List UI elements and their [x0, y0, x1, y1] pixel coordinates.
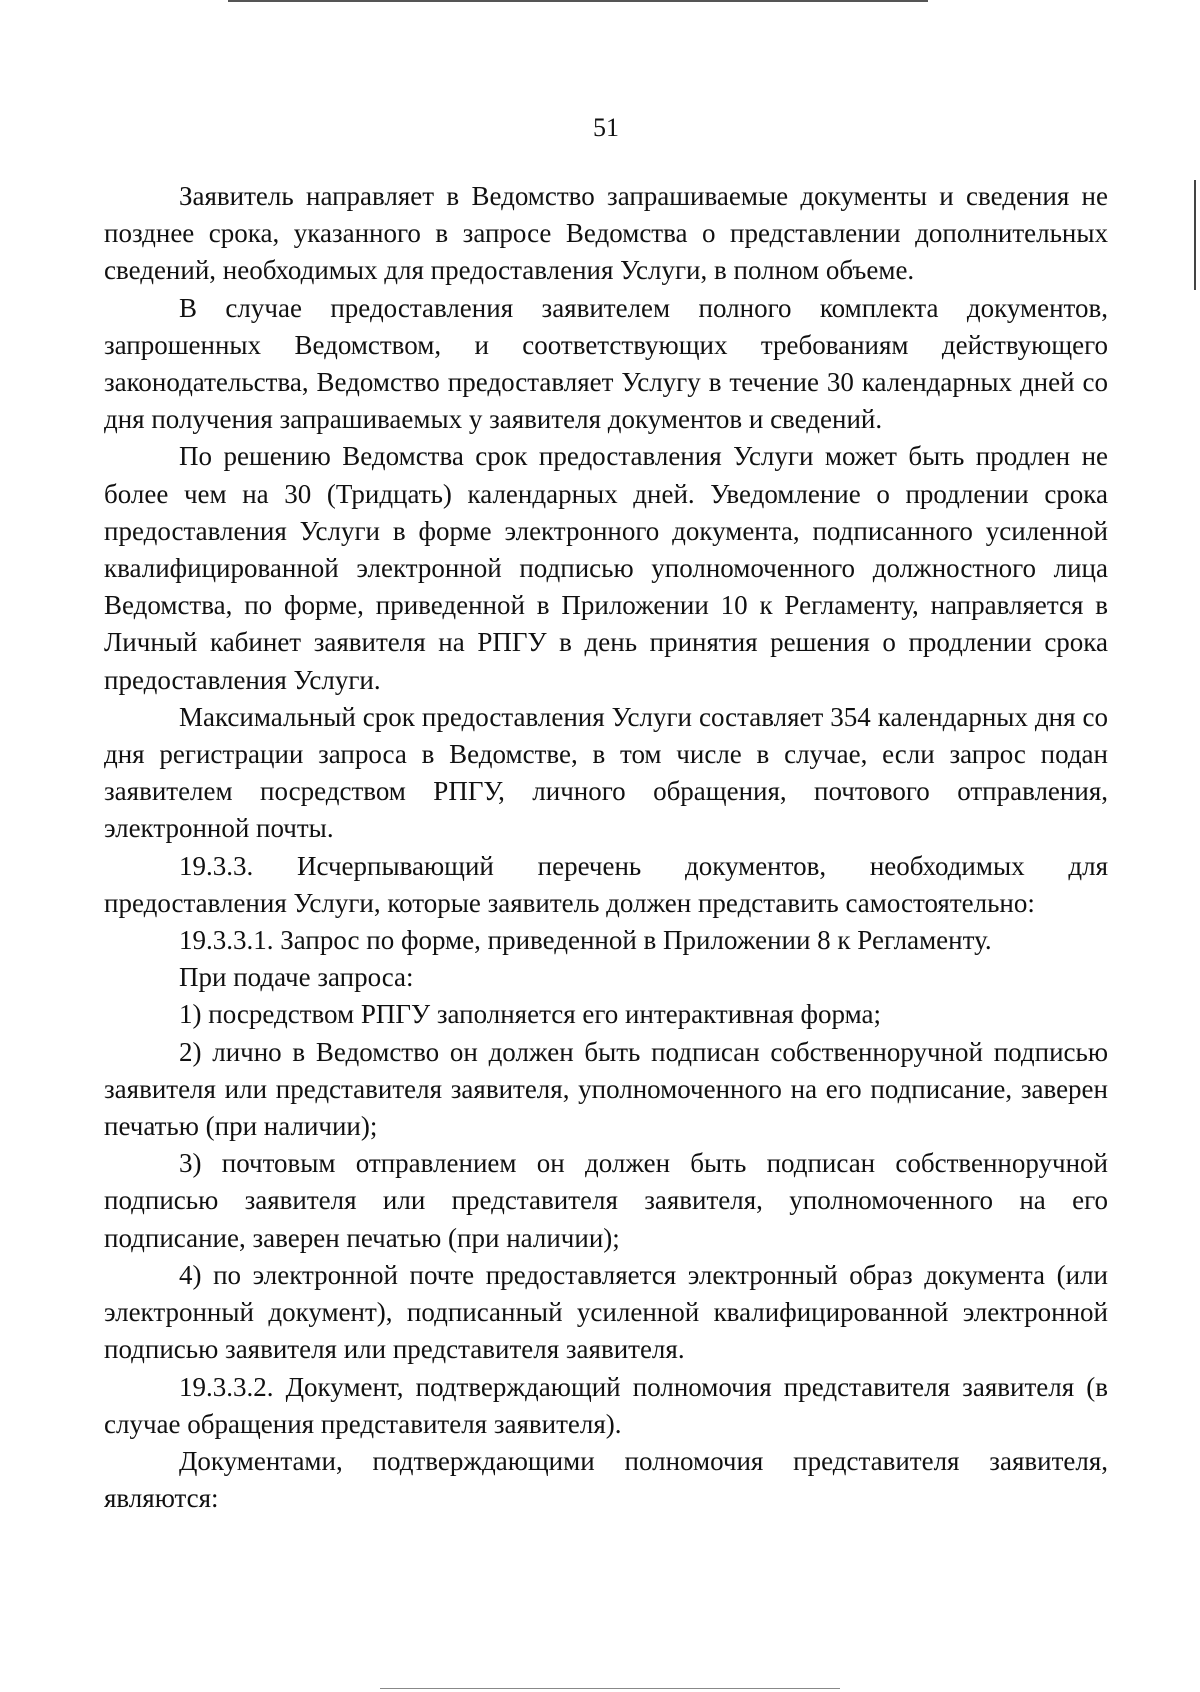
paragraph: 19.3.3.1. Запрос по форме, приведенной в Приложении 8 к Регламенту.: [179, 925, 992, 956]
paragraph: По решению Ведомства срок предоставления Услуги может быть продлен не более чем на 30 (Тридцать) календарных дней. Уведомление о продлении срока предоставления Услуги в форме электронного документа, подписанного усиленной квалифицированной электронной подписью уполномоченного должностного лица Ведомства, по форме, приведенной в Приложении 10 к Регламенту, направляется в Личный кабинет заявителя на РПГУ в день принятия решения о продлении срока предоставления Услуги.: [104, 441, 1108, 695]
paragraph: 19.3.3.2. Документ, подтверждающий полномочия представителя заявителя (в случае обращения представителя заявителя).: [104, 1371, 1108, 1439]
document-body: [104, 178, 1108, 1517]
paragraph: При подаче запроса:: [179, 962, 414, 993]
page-number: 51: [593, 113, 619, 142]
paragraph: 19.3.3. Исчерпывающий перечень документов, необходимых для предоставления Услуги, которые заявитель должен представить самостоятельно:: [104, 850, 1108, 918]
paragraph: Заявитель направляет в Ведомство запрашиваемые документы и сведения не позднее срока, указанного в запросе Ведомства о представлении дополнительных сведений, необходимых для предоставления Услуги, в полном объеме.: [104, 181, 1108, 286]
paragraph: Документами, подтверждающими полномочия представителя заявителя, являются:: [104, 1445, 1108, 1514]
paragraph: 1) посредством РПГУ заполняется его интерактивная форма;: [179, 999, 881, 1030]
paragraph: В случае предоставления заявителем полного комплекта документов, запрошенных Ведомством, и соответствующих требованиям действующего законодательства, Ведомство предоставляет Услугу в течение 30 календарных дней со дня получения запрашиваемых у заявителя документов и сведений.: [104, 292, 1108, 435]
paragraph: 4) по электронной почте предоставляется электронный образ документа (или электронный документ), подписанный усиленной квалифицированной электронной подписью заявителя или представителя заявителя.: [104, 1259, 1108, 1365]
right-scan-mark: [1194, 180, 1196, 290]
paragraph: 2) лично в Ведомство он должен быть подписан собственноручной подписью заявителя или представителя заявителя, уполномоченного на его подписание, заверен печатью (при наличии);: [104, 1036, 1108, 1142]
top-scan-border: [228, 0, 928, 2]
paragraph: Максимальный срок предоставления Услуги составляет 354 календарных дня со дня регистрации запроса в Ведомстве, в том числе в случае, если запрос подан заявителем посредством РПГУ, личного обращения, почтового отправления, электронной почты.: [104, 701, 1108, 844]
paragraph: 3) почтовым отправлением он должен быть подписан собственноручной подписью заявителя или представителя заявителя, уполномоченного на его подписание, заверен печатью (при наличии);: [104, 1148, 1108, 1253]
bottom-scan-border: [380, 1688, 840, 1689]
